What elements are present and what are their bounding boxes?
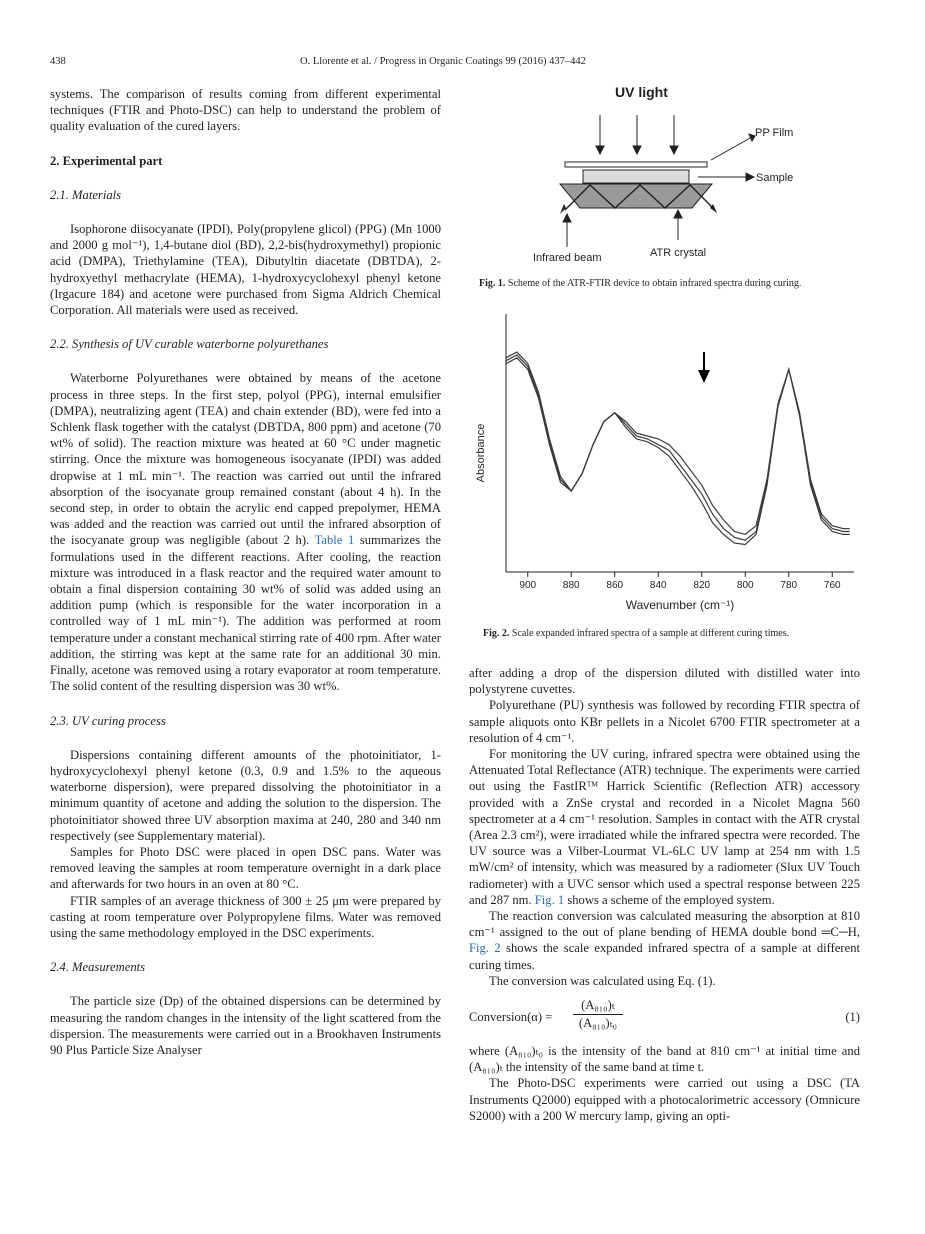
equation-numerator: (A₈₁₀)ₜ [573,997,623,1015]
synthesis-paragraph: Waterborne Polyurethanes were obtained by means of the acetone process in three steps. In the first step, polyol (PPG), internal emulsifier (DMPA), neutralizing agent (TEA) and chain extender (BD), were fed into a Schlenk flask together with the catalyst (DBTDA, 800 ppm) and acetone (70 wt% of solid). The reaction mixture was heated at 60 °C under magnetic stirring. Once the mixture was homogeneous isocyanate (IPDI) was added dropwise at 1 mL min⁻¹. The reaction was carried out until the infrared absorption of the isocyanate group remained constant (about 4 h). In the second step, in order to obtain the acrylic end capped prepolymer, HEMA was added and the reaction was carried out until the infrared absorption of the isocyanate group was negligible (about 2 h). Table 1 summarizes the formulations used in the different reactions. After cooling, the reaction mixture was introduced in a flask reactor and the required water amount to obtain a final dispersion containing 30 wt% of solid was added using an addition pump (which is responsible for the water incorporation in a controlled way of 1 mL min⁻¹). The addition was performed at room temperature under a constant mechanical stirring rate of 400 rpm. After water addition, the stirring was kept at the same rate for an additional 30 min. Finally, acetone was removed using a rotary evaporator at room temperature. The solid content of the resulting dispersion was 30 wt%. [50,371,441,694]
uv-curing-paragraph-3: FTIR samples of an average thickness of 300 ± 25 μm were prepared by casting at room temperature over Polypropylene films. Water was removed using the same methodology employed in the DSC experiments. [50,893,441,940]
equation-1 [469,997,860,1037]
x-tick-label: 900 [519,580,537,591]
infrared-beam-label: Infrared beam [533,252,602,264]
left-column [50,86,441,1058]
conversion-paragraph: The reaction conversion was calculated measuring the absorption at 810 cm⁻¹ assigned to the out of plane bending of HEMA double bond ═C─H, Fig. 2 shows the scale expanded infrared spectra of a sample at different curing times. [469,909,860,972]
uv-curing-paragraph-1: Dispersions containing different amounts of the photoinitiator, 1-hydroxycyclohexyl phenyl ketone (0.3, 0.9 and 1.5% to the aqueous waterborne dispersion), were prepared dissolving the photoinitiator in a minimum quantity of acetone and adding the solution to the dispersion. The photoinitiator showed three UV absorption maxima at 240, 280 and 340 nm respectively (see Supplementary material). [50,747,441,843]
section-2-4-title: 2.4. Measurements [50,960,146,975]
sample-label: Sample [756,172,794,184]
uv-monitoring-paragraph: For monitoring the UV curing, infrared spectra were obtained using the Attenuated Total Reflectance (ATR) technique. The experiments were carried out using the FastIRᵀᴹ Harrick Scientific (Reflection ATR) accessory provided with a ZnSe crystal and recorded in a Nicolet Magna 560 spectrometer at a 4 cm⁻¹ resolution. Samples in contact with the ATR crystal (Area 2.3 cm²), were irradiated while the infrared spectra were recorded. The UV source was a Vilber-Lourmat VL-6LC UV lamp at 254 nm with 1.5 mW/cm² of intensity, which was measured by a radiometer (Slux UV Touch radiometer) with a UVC sensor which used a spectral response between 225 and 287 nm. Fig. 1 shows a scheme of the employed system. [469,747,860,907]
x-tick-label: 820 [693,580,711,591]
uv-curing-paragraph-2: Samples for Photo DSC were placed in open DSC pans. Water was removed leaving the samples at room temperature overnight in a dark place and afterwards for two hours in an oven at 80 °C. [50,844,441,892]
x-tick-label: 800 [736,580,754,591]
atr-crystal-shape [560,184,712,208]
uv-light-label: UV light [615,84,668,100]
x-tick-label: 840 [649,580,667,591]
x-tick-label: 760 [823,580,841,591]
x-axis-label: Wavenumber (cm⁻¹) [625,598,735,612]
spectra-series-group [506,352,850,545]
spectrum-line-2 [506,355,850,540]
x-tick-label: 780 [780,580,798,591]
photo-dsc-paragraph: The Photo-DSC experiments were carried out using a DSC (TA Instruments Q2000) equipped with a photocalorimetric accessory (Omnicure S2000) with a 200 W mercury lamp, giving an opti- [469,1076,860,1123]
equation-intro: The conversion was calculated using Eq. (1). [489,973,716,988]
section-2-3-title: 2.3. UV curing process [50,713,166,728]
section-2-1-title: 2.1. Materials [50,187,122,202]
where-paragraph: where (A₈₁₀)ₜ₀ is the intensity of the band at 810 cm⁻¹ at initial time and (A₈₁₀)ₜ the intensity of the same band at time t. [469,1044,860,1075]
equation-fraction [573,997,623,1031]
materials-paragraph: Isophorone diisocyanate (IPDI), Poly(propylene glicol) (PPG) (Mn 1000 and 2000 g mol⁻¹), 1,4-butane diol (BD), 2,2-bis(hydroxymethyl) propionic acid (DMPA), Triethylamine (TEA), Dibutyltin diacetate (DBTDA), 2-hydroxyethyl methacrylate (HEMA), 1-hydroxycyclohexyl phenyl ketone (Irgacure 184) and acetone were purchased from Sigma Aldrich Chemical Corporation. All materials were used as received. [50,222,441,318]
measurements-paragraph: The particle size (Dp) of the obtained dispersions can be determined by measuring the random changes in the intensity of the light scattered from the dispersion. The measurements were carried out in a Brookhaven Instruments 90 Plus Particle Size Analyser [50,994,441,1057]
ir-spectra-chart [466,306,876,618]
fig1-caption-label: Fig. 1. [479,278,506,289]
dispersion-continued-paragraph: after adding a drop of the dispersion diluted with distilled water into polystyrene cuvettes. [469,666,860,697]
running-title: O. Llorente et al. / Progress in Organic Coatings 99 (2016) 437–442 [300,56,586,67]
x-tick-label: 880 [562,580,580,591]
atr-crystal-label: ATR crystal [650,247,707,259]
equation-denominator: (A₈₁₀)ₜ₀ [578,1016,618,1031]
spectrum-line-1 [506,352,850,545]
atr-scheme-figure [520,80,820,265]
intro-paragraph: systems. The comparison of results coming from different experimental techniques (FTIR and Photo-DSC) can help to understand the problem of quality evaluation of the cured layers. [50,87,441,134]
section-2-title: 2. Experimental part [50,153,163,168]
section-2-2-title: 2.2. Synthesis of UV curable waterborne polyurethanes [50,337,329,352]
fig2-caption-label: Fig. 2. [483,628,510,639]
y-axis-label: Absorbance [475,423,487,483]
fig-2-link[interactable]: Fig. 2 [469,941,501,956]
right-column [469,665,860,1124]
page-number: 438 [50,56,66,67]
pp-film-shape [565,162,707,167]
fig2-caption: Fig. 2. Scale expanded infrared spectra of a sample at different curing times. [483,628,790,639]
x-tick-label: 860 [606,580,624,591]
pp-film-label: PP Film [755,127,794,139]
sample-shape [583,170,689,183]
equation-lhs: Conversion(α) = [469,1010,553,1025]
fig1-caption: Fig. 1. Scheme of the ATR-FTIR device to obtain infrared spectra during curing. [479,278,802,289]
pu-synthesis-paragraph: Polyurethane (PU) synthesis was followed by recording FTIR spectra of sample aliquots onto KBr pellets in a Nicolet 6700 FTIR spectrometer at a resolution of 4 cm⁻¹. [469,698,860,745]
equation-number: (1) [845,1010,860,1025]
arrow-marker-icon [698,352,710,383]
table-1-link[interactable]: Table 1 [314,533,355,548]
spectrum-line-3 [506,358,850,535]
x-tick-group [519,572,841,591]
fig-1-link[interactable]: Fig. 1 [534,892,565,907]
